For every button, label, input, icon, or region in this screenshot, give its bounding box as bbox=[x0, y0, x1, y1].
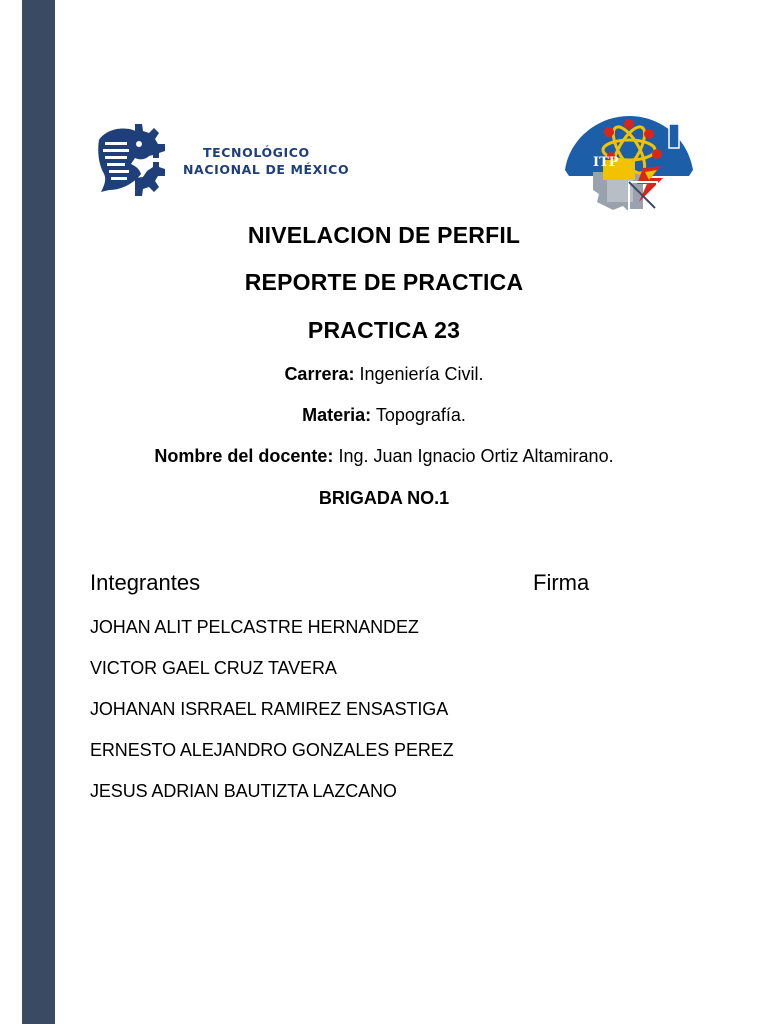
docente-line bbox=[55, 446, 713, 467]
member-row: VICTOR GAEL CRUZ TAVERA bbox=[90, 658, 337, 678]
itp-logo bbox=[563, 110, 696, 215]
docente-label: Nombre del docente: bbox=[154, 446, 334, 466]
integrantes-header: Integrantes bbox=[90, 570, 201, 595]
tecnm-name-line2: NACIONAL DE MÉXICO bbox=[183, 162, 350, 177]
tecnm-eagle-gear-logo-icon bbox=[95, 120, 177, 200]
materia-label: Materia: bbox=[302, 405, 372, 425]
member-row: JOHAN ALIT PELCASTRE HERNANDEZ bbox=[90, 617, 419, 637]
member-row: JOHANAN ISRRAEL RAMIREZ ENSASTIGA bbox=[90, 699, 449, 719]
materia-line bbox=[55, 405, 713, 426]
itp-logo-text: ITP bbox=[593, 155, 619, 170]
title-line-2: REPORTE DE PRACTICA bbox=[244, 269, 524, 295]
title-line-1: NIVELACION DE PERFIL bbox=[247, 222, 521, 248]
member-row: ERNESTO ALEJANDRO GONZALES PEREZ bbox=[90, 740, 454, 760]
carrera-line bbox=[55, 364, 713, 385]
carrera-label: Carrera: bbox=[284, 364, 355, 384]
title-line-3: PRACTICA 23 bbox=[307, 317, 461, 343]
tecnm-name-line1: TECNOLÓGICO bbox=[203, 145, 310, 160]
firma-header: Firma bbox=[533, 570, 590, 595]
itp-institute-logo-icon bbox=[563, 110, 696, 215]
member-row: JESUS ADRIAN BAUTIZTA LAZCANO bbox=[90, 781, 397, 801]
left-accent-bar bbox=[22, 0, 55, 1024]
tecnm-logo bbox=[95, 120, 357, 200]
brigada-label: BRIGADA NO.1 bbox=[318, 488, 450, 508]
materia-value: Topografía. bbox=[371, 405, 466, 425]
carrera-value: Ingeniería Civil. bbox=[354, 364, 484, 384]
docente-value: Ing. Juan Ignacio Ortiz Altamirano. bbox=[333, 446, 614, 466]
